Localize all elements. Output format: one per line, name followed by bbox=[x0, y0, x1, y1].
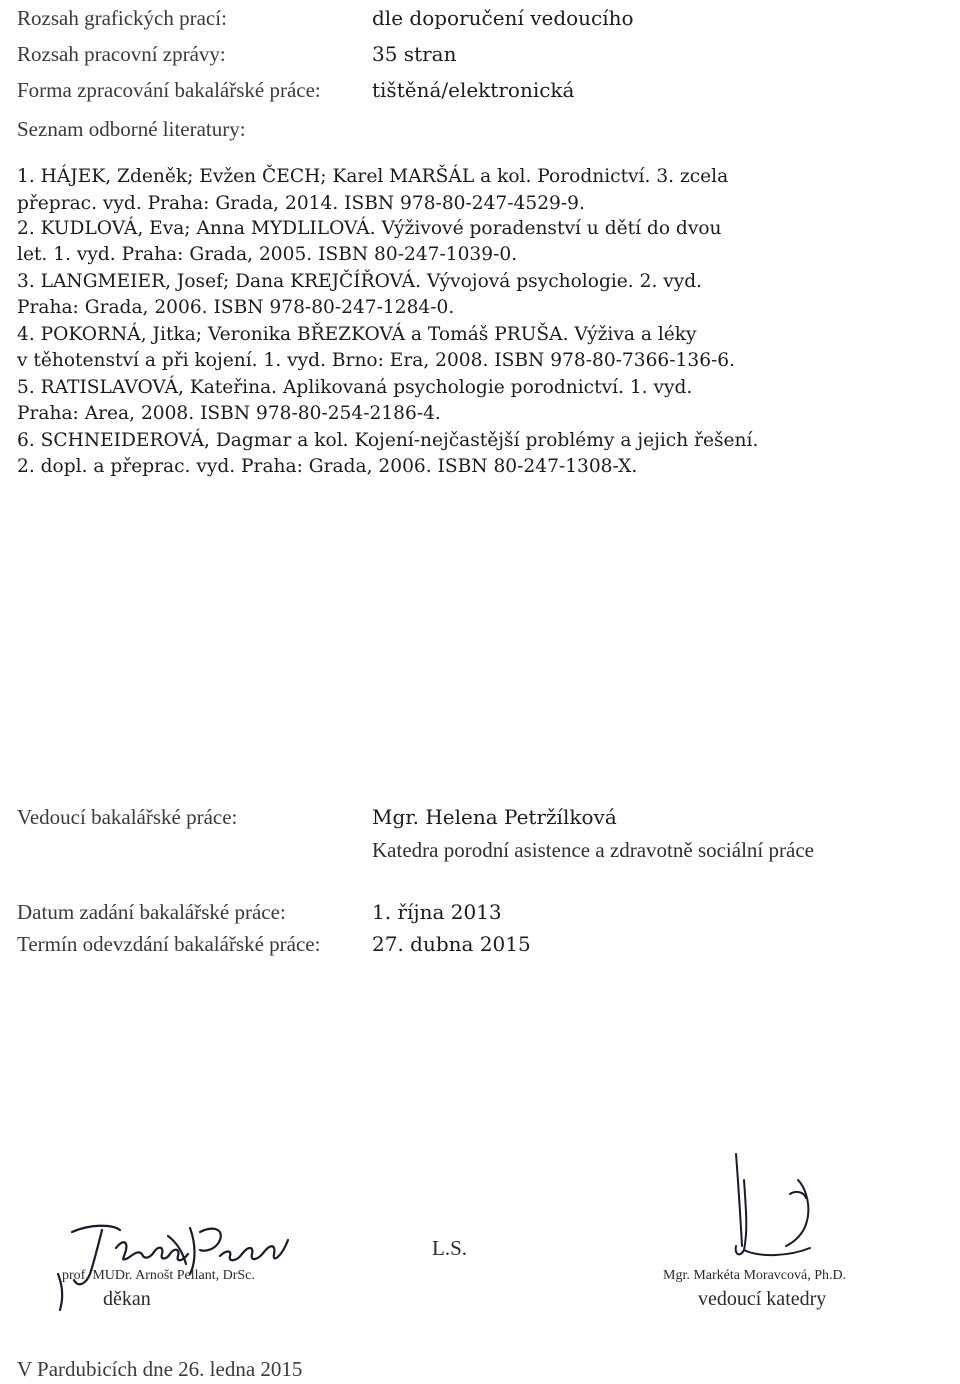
supervisor-label: Vedoucí bakalářské práce: bbox=[17, 805, 238, 829]
dean-signature bbox=[50, 1210, 310, 1320]
bibliography-line: v těhotenství a při kojení. 1. vyd. Brno: Era, 2008. ISBN 978-80-7366-136-6. bbox=[17, 350, 736, 371]
field-value-report: 35 stran bbox=[372, 42, 457, 66]
bibliography-line: 2. dopl. a přeprac. vyd. Praha: Grada, 2006. ISBN 80-247-1308-X. bbox=[17, 456, 638, 477]
dean-name: prof. MUDr. Arnošt Pellant, DrSc. bbox=[62, 1268, 255, 1283]
supervisor-name: Mgr. Helena Petržílková bbox=[372, 805, 617, 829]
bibliography-line: přeprac. vyd. Praha: Grada, 2014. ISBN 978-80-247-4529-9. bbox=[17, 193, 585, 214]
bibliography-line: Praha: Grada, 2006. ISBN 978-80-247-1284-0. bbox=[17, 297, 455, 318]
bibliography-line: let. 1. vyd. Praha: Grada, 2005. ISBN 80-247-1039-0. bbox=[17, 244, 518, 265]
field-value-form: tištěná/elektronická bbox=[372, 78, 575, 102]
bibliography-line: 5. RATISLAVOVÁ, Kateřina. Aplikovaná psychologie porodnictví. 1. vyd. bbox=[17, 377, 693, 398]
seal-label: L.S. bbox=[432, 1236, 468, 1260]
date-due-value: 27. dubna 2015 bbox=[372, 932, 531, 956]
bibliography-line: 1. HÁJEK, Zdeněk; Evžen ČECH; Karel MARŠÁL a kol. Porodnictví. 3. zcela bbox=[17, 166, 729, 187]
bibliography-line: 4. POKORNÁ, Jitka; Veronika BŘEZKOVÁ a Tomáš PRUŠA. Výživa a léky bbox=[17, 324, 697, 345]
head-signature bbox=[700, 1150, 840, 1270]
field-value-graphics: dle doporučení vedoucího bbox=[372, 6, 634, 30]
date-due-label: Termín odevzdání bakalářské práce: bbox=[17, 932, 321, 956]
date-assigned-label: Datum zadání bakalářské práce: bbox=[17, 900, 286, 924]
head-role: vedoucí katedry bbox=[698, 1288, 827, 1310]
bibliography-line: 2. KUDLOVÁ, Eva; Anna MYDLILOVÁ. Výživové poradenství u dětí do dvou bbox=[17, 218, 722, 239]
literature-heading: Seznam odborné literatury: bbox=[17, 117, 246, 141]
head-name: Mgr. Markéta Moravcová, Ph.D. bbox=[663, 1268, 847, 1283]
dean-role: děkan bbox=[103, 1288, 151, 1310]
date-assigned-value: 1. října 2013 bbox=[372, 900, 502, 924]
supervisor-department: Katedra porodní asistence a zdravotně sociální práce bbox=[372, 838, 814, 862]
field-label-form: Forma zpracování bakalářské práce: bbox=[17, 78, 321, 102]
field-label-report: Rozsah pracovní zprávy: bbox=[17, 42, 226, 66]
place-date: V Pardubicích dne 26. ledna 2015 bbox=[17, 1357, 303, 1381]
bibliography-line: 6. SCHNEIDEROVÁ, Dagmar a kol. Kojení-nejčastější problémy a jejich řešení. bbox=[17, 430, 759, 451]
bibliography-line: 3. LANGMEIER, Josef; Dana KREJČÍŘOVÁ. Vývojová psychologie. 2. vyd. bbox=[17, 271, 703, 292]
bibliography-line: Praha: Area, 2008. ISBN 978-80-254-2186-4. bbox=[17, 403, 441, 424]
field-label-graphics: Rozsah grafických prací: bbox=[17, 6, 227, 30]
